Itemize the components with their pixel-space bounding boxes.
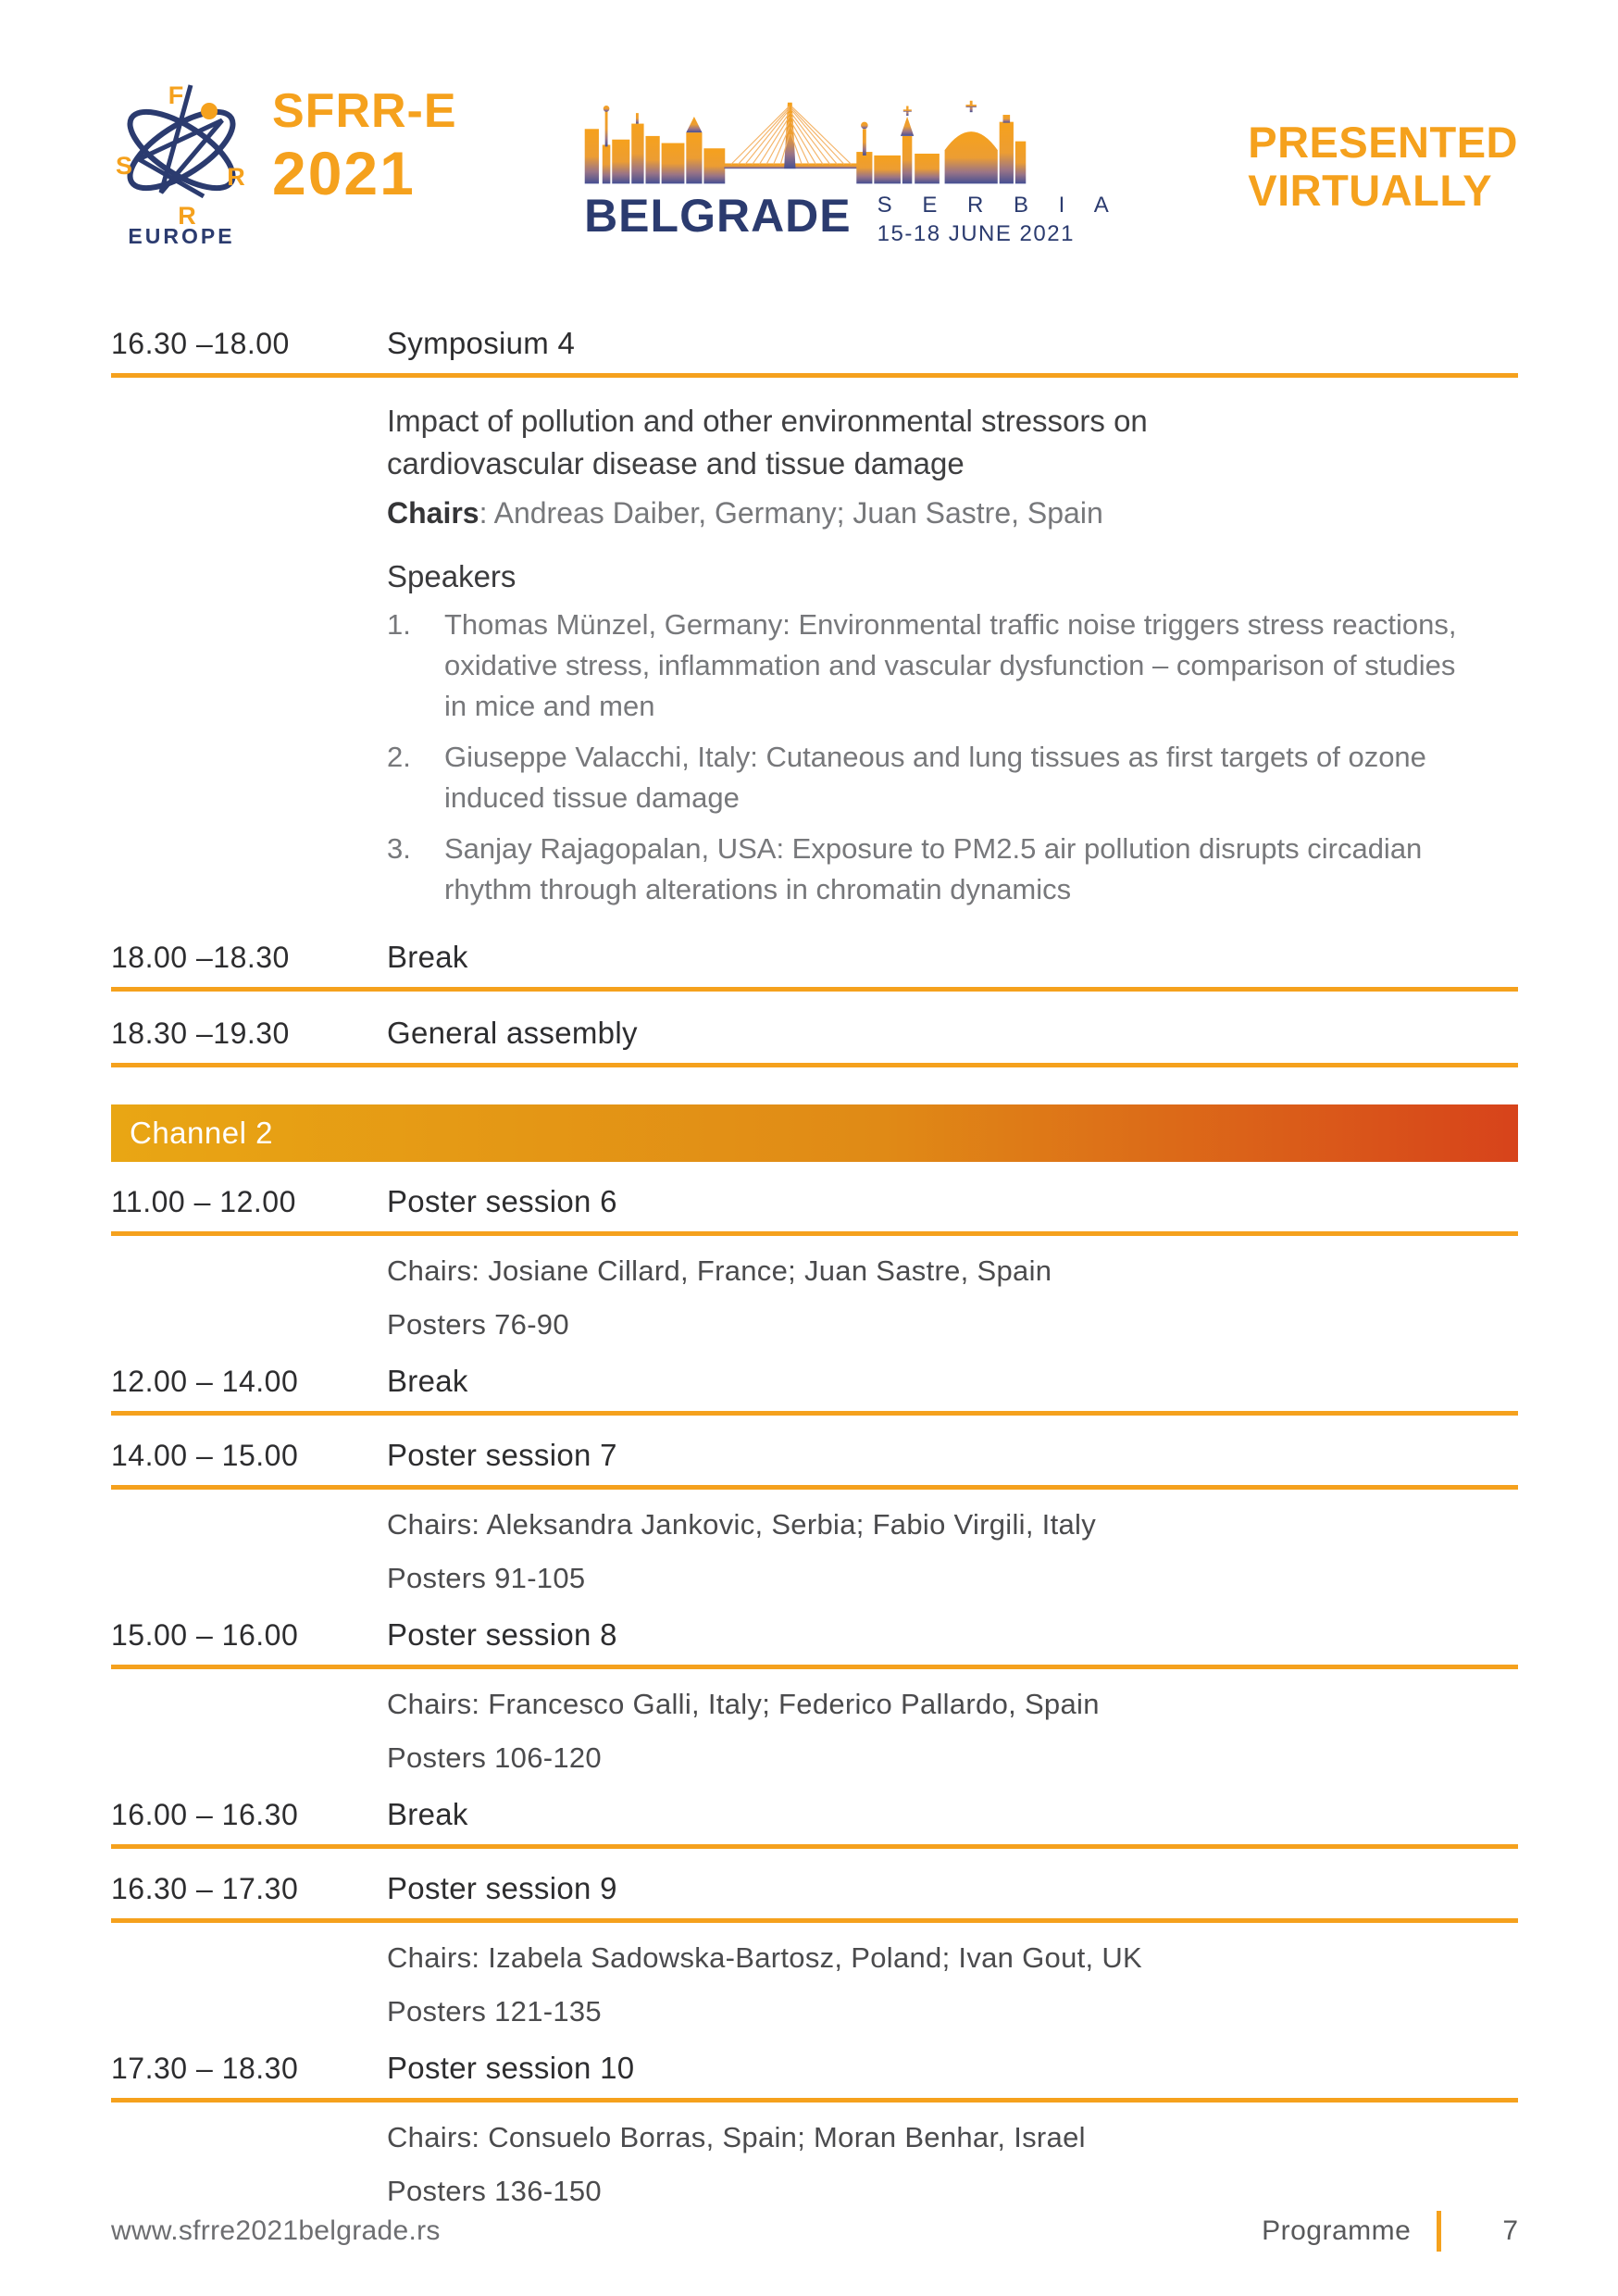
sfrr-europe-label: EUROPE — [128, 224, 235, 246]
website-link[interactable]: www.sfrre2021belgrade.rs — [111, 2215, 441, 2246]
footer-divider — [1437, 2211, 1441, 2252]
atom-letter-r1: R — [227, 163, 245, 191]
session-title: Symposium 4 — [387, 326, 576, 360]
belgrade-logo — [584, 78, 1121, 245]
session-row-break — [111, 940, 1518, 992]
sfrr-europe-logo — [111, 74, 457, 246]
session-chairs: Chairs: Josiane Cillard, France; Juan Sastre, Spain — [387, 1254, 1052, 1288]
event-dates: 15-18 JUNE 2021 — [877, 221, 1075, 246]
session-title: Poster session 6 — [387, 1184, 617, 1219]
programme-label: Programme — [1262, 2215, 1412, 2246]
chairs-label: Chairs — [387, 496, 479, 530]
atom-letter-s: S — [115, 152, 133, 180]
session-chairs: Chairs: Francesco Galli, Italy; Federico Pallardo, Spain — [387, 1688, 1100, 1721]
session-row — [111, 2051, 1518, 2103]
channel-2-label: Channel 2 — [130, 1116, 273, 1151]
speaker-text: Thomas Münzel, Germany: Environmental traffic noise triggers stress reactions, oxidative stress, inflammation and vascular dysfunction – comparison of studies in mice and men — [444, 607, 1457, 722]
speaker-text: Giuseppe Valacchi, Italy: Cutaneous and lung tissues as first targets of ozone induced tissue damage — [444, 741, 1426, 815]
session-posters: Posters 106-120 — [387, 1741, 602, 1775]
speaker-number: 2. — [387, 741, 411, 774]
footer-right — [1262, 2211, 1518, 2252]
session-row — [111, 1797, 1518, 1849]
session-chairs: Chairs: Aleksandra Jankovic, Serbia; Fabio Virgili, Italy — [387, 1508, 1097, 1541]
session-title: Poster session 8 — [387, 1617, 617, 1653]
session-time: 18.30 –19.30 — [111, 1017, 290, 1051]
session-block-break — [111, 1797, 1518, 1849]
session-title: Break — [387, 1364, 468, 1399]
page-header — [111, 74, 1518, 246]
session-title: Poster session 9 — [387, 1871, 617, 1906]
presented-line2: VIRTUALLY — [1248, 165, 1493, 215]
channel-2-banner — [111, 1104, 1518, 1162]
session-posters: Posters 136-150 — [387, 2175, 602, 2208]
session-time: 18.00 –18.30 — [111, 941, 290, 975]
session-row — [111, 1617, 1518, 1669]
symposium-details — [387, 400, 1518, 910]
speaker-number: 3. — [387, 832, 411, 866]
page-number: 7 — [1502, 2215, 1518, 2246]
page-footer — [111, 2211, 1518, 2252]
session-block-poster-6 — [111, 1184, 1518, 1341]
session-time: 15.00 – 16.00 — [111, 1618, 299, 1653]
speaker-item — [387, 829, 1518, 910]
session-row-general-assembly — [111, 1016, 1518, 1067]
sfrr-logo-text — [272, 84, 457, 207]
atom-letter-f: F — [168, 81, 184, 109]
session-block-poster-9 — [111, 1871, 1518, 2028]
sfrr-title: SFRR-E — [272, 84, 457, 138]
speaker-number: 1. — [387, 607, 411, 641]
session-time: 16.00 – 16.30 — [111, 1798, 299, 1832]
speakers-heading: Speakers — [387, 558, 517, 593]
session-row — [111, 1871, 1518, 1923]
session-posters: Posters 76-90 — [387, 1308, 569, 1341]
session-posters: Posters 121-135 — [387, 1995, 602, 2028]
symposium-topic: Impact of pollution and other environmental stressors on cardiovascular disease and tissue damage — [387, 404, 1148, 481]
session-time: 14.00 – 15.00 — [111, 1439, 299, 1473]
belgrade-country-dates — [877, 193, 1121, 245]
atom-nucleus-dot — [201, 103, 218, 119]
session-row-symposium-4 — [111, 326, 1518, 378]
serbia-label: S E R B I A — [877, 193, 1121, 218]
session-posters: Posters 91-105 — [387, 1562, 586, 1595]
speaker-text: Sanjay Rajagopalan, USA: Exposure to PM2.5 air pollution disrupts circadian rhythm through alterations in chromatin dynamics — [444, 832, 1423, 906]
symposium-chairs — [387, 494, 1518, 533]
speaker-item — [387, 605, 1518, 727]
session-time: 16.30 –18.00 — [111, 327, 290, 360]
belgrade-city-label: BELGRADE — [584, 190, 852, 242]
belgrade-skyline-icon — [584, 78, 1027, 191]
session-block-poster-10 — [111, 2051, 1518, 2208]
session-row — [111, 1184, 1518, 1236]
session-row — [111, 1438, 1518, 1490]
session-block-poster-7 — [111, 1438, 1518, 1595]
session-time: 17.30 – 18.30 — [111, 2052, 299, 2086]
chairs-names: : Andreas Daiber, Germany; Juan Sastre, Spain — [479, 496, 1103, 530]
session-time: 11.00 – 12.00 — [111, 1185, 296, 1219]
atom-letter-r2: R — [178, 202, 196, 230]
sfrr-atom-icon — [111, 74, 252, 246]
session-title: Poster session 10 — [387, 2051, 635, 2086]
session-title: General assembly — [387, 1016, 638, 1051]
presented-virtually-badge — [1248, 119, 1518, 214]
session-title: Poster session 7 — [387, 1438, 617, 1473]
session-title: Break — [387, 940, 468, 975]
session-block-poster-8 — [111, 1617, 1518, 1775]
schedule — [111, 326, 1518, 2208]
belgrade-text-row — [584, 190, 1121, 246]
session-chairs: Chairs: Consuelo Borras, Spain; Moran Benhar, Israel — [387, 2121, 1086, 2154]
session-title: Break — [387, 1797, 468, 1832]
session-chairs: Chairs: Izabela Sadowska-Bartosz, Poland; Ivan Gout, UK — [387, 1941, 1143, 1975]
sfrr-year: 2021 — [272, 139, 416, 207]
session-row — [111, 1364, 1518, 1416]
session-time: 16.30 – 17.30 — [111, 1872, 299, 1906]
presented-line1: PRESENTED — [1248, 118, 1518, 167]
session-block-break — [111, 1364, 1518, 1416]
speaker-item — [387, 737, 1518, 818]
session-time: 12.00 – 14.00 — [111, 1365, 299, 1399]
